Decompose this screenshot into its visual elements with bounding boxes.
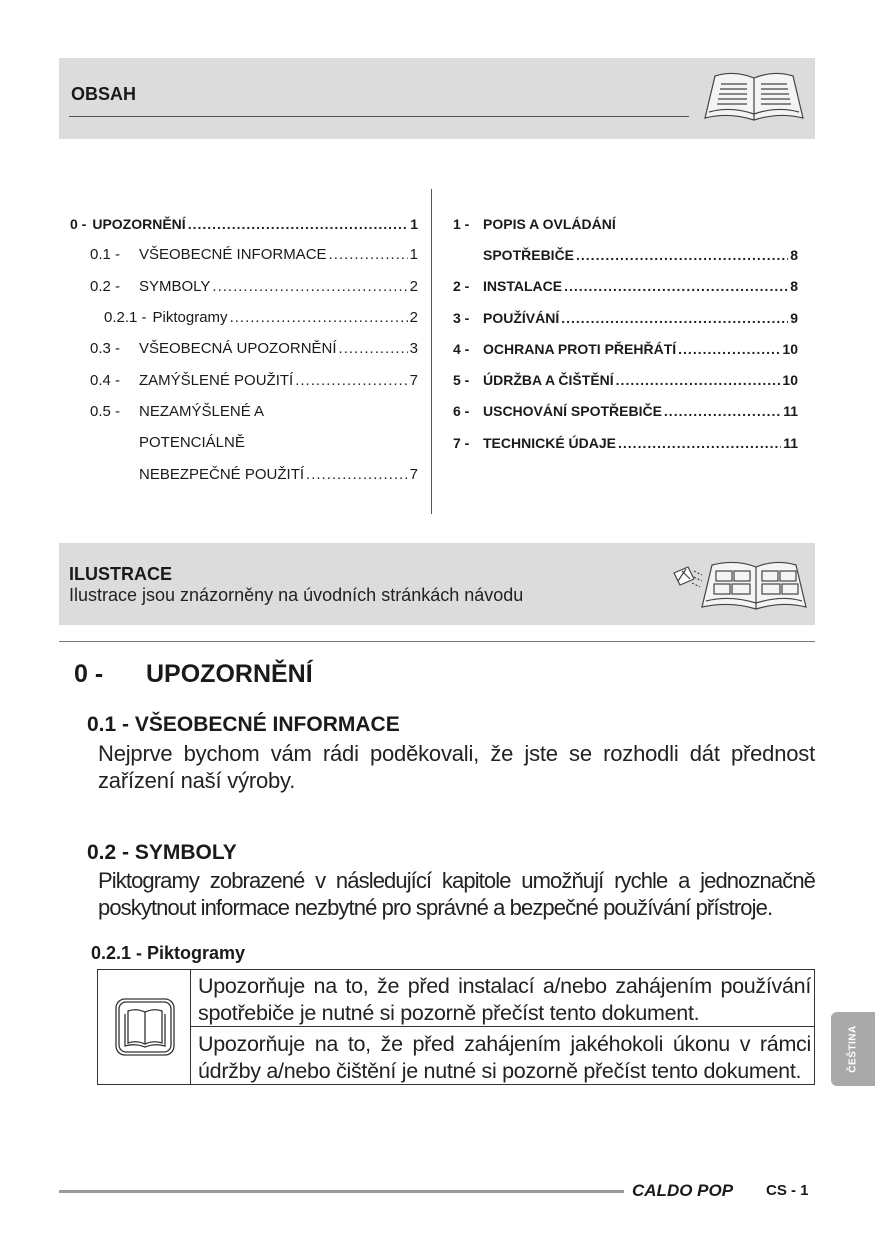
toc-entry-number: 0.4 - [90, 371, 121, 389]
toc-entry-number: 0.5 - [90, 402, 121, 420]
toc-entry-leader [664, 403, 781, 419]
toc-entry-leader [329, 246, 408, 263]
pictogram-desc-install: Upozorňuje na to, že před instalací a/nebo zahájením používání spotřebiče je nutné si pozorně přečíst tento dokument. [198, 974, 811, 1025]
toc-entry-label: ZAMÝŠLENÉ POUŽITÍ [139, 371, 294, 389]
toc-entry[interactable] [70, 208, 418, 239]
toc-entry[interactable] [453, 271, 798, 302]
language-tab-label: ČEŠTINA [847, 1025, 859, 1073]
section-divider [59, 641, 815, 642]
toc-entry-label: SYMBOLY [139, 277, 211, 295]
toc-entry-label: INSTALACE [483, 278, 563, 295]
toc-entry[interactable] [70, 364, 418, 395]
toc-entry-page: 3 [409, 340, 418, 358]
toc-entry[interactable] [453, 364, 798, 395]
toc-entry-leader [212, 278, 407, 295]
toc-entry-page: 8 [790, 278, 798, 295]
pictogram-table [97, 969, 815, 1085]
pictogram-row-divider [191, 1026, 814, 1027]
toc-entry[interactable] [453, 333, 798, 364]
toc-entry-leader [561, 310, 788, 326]
section-0-number: 0 - [74, 660, 104, 688]
toc-entry[interactable] [70, 458, 418, 489]
toc-entry[interactable] [453, 208, 798, 239]
toc-entry-number: 0.2 - [90, 277, 121, 295]
toc-entry-leader [618, 435, 781, 451]
language-tab [831, 1012, 875, 1086]
toc-entry-number: 3 - [453, 309, 470, 326]
toc-entry[interactable] [70, 302, 418, 333]
toc-entry-number: 0 - [70, 215, 87, 232]
toc-entry-number: 4 - [453, 340, 470, 357]
section-0-title: UPOZORNĚNÍ [146, 660, 313, 688]
footer-product-name: CALDO POP [632, 1181, 734, 1200]
toc-entry-page: 11 [783, 434, 798, 451]
toc-entry-page: 11 [783, 403, 798, 420]
toc-entry[interactable] [70, 396, 418, 427]
section-0-2-1-heading: 0.2.1 - Piktogramy [91, 943, 246, 963]
toc-entry-leader [230, 309, 408, 326]
toc-entry-number: 5 - [453, 372, 470, 389]
toc-entry-label: ÚDRŽBA A ČIŠTĚNÍ [483, 372, 614, 389]
section-0-heading [74, 660, 313, 689]
toc-entry-number: 7 - [453, 434, 470, 451]
footer-page-number: CS - 1 [766, 1182, 809, 1199]
toc-entry-page: 9 [790, 309, 798, 326]
pictogram-desc-maintenance: Upozorňuje na to, že před zahájením jakéhokoli úkonu v rámci údržby a/nebo čištění je nutné si pozorně přečíst tento dokument. [198, 1032, 811, 1083]
toc-entry-page: 8 [790, 246, 798, 263]
toc-entry-label: OCHRANA PROTI PŘEHŘÁTÍ [483, 340, 677, 357]
toc-entry-label: VŠEOBECNÉ INFORMACE [139, 246, 327, 264]
toc-entry[interactable] [453, 302, 798, 333]
open-book-icon [699, 68, 809, 124]
toc-entry-number: 0.2.1 - [104, 309, 147, 327]
toc-entry[interactable] [453, 427, 798, 458]
toc-entry-leader [295, 372, 407, 389]
toc-entry-leader [616, 372, 781, 388]
toc-entry-number: 6 - [453, 403, 470, 420]
toc-entry-page: 10 [782, 340, 798, 357]
toc-entry-leader [576, 247, 788, 263]
toc-entry-label: POUŽÍVÁNÍ [483, 309, 560, 326]
toc-entry-leader [339, 340, 408, 357]
section-0-2-heading: 0.2 - SYMBOLY [87, 841, 237, 864]
contents-title: OBSAH [71, 84, 137, 104]
contents-underline [69, 116, 689, 117]
toc-entry-leader [188, 216, 409, 232]
toc-right-column [453, 208, 798, 458]
section-0-1-text: Nejprve bychom vám rádi poděkovali, že jste se rozhodli dát přednost zařízení naší výroby. [98, 741, 815, 793]
toc-entry-page: 2 [409, 309, 418, 327]
toc-entry-label: Piktogramy [152, 309, 228, 327]
toc-entry-page: 10 [782, 372, 798, 389]
toc-entry-page: 1 [410, 215, 418, 232]
toc-entry-page: 7 [409, 465, 418, 483]
section-0-1-heading: 0.1 - VŠEOBECNÉ INFORMACE [87, 713, 400, 736]
contents-header-band [59, 58, 815, 139]
toc-entry-number: 0.3 - [90, 340, 121, 358]
toc-entry[interactable] [70, 333, 418, 364]
toc-left-column [70, 208, 418, 490]
toc-entry-label: SPOTŘEBIČE [483, 246, 575, 263]
toc-entry-number: 1 - [453, 215, 470, 232]
toc-entry-number: 0.1 - [90, 246, 121, 264]
pictogram-cell [98, 970, 191, 1084]
toc-entry-leader [306, 466, 408, 483]
illustrations-band [59, 543, 815, 625]
toc-entry-label: POTENCIÁLNĚ [139, 434, 245, 452]
toc-entry[interactable] [70, 427, 418, 458]
toc-column-divider [431, 189, 432, 514]
toc-entry-label: NEZAMÝŠLENÉ A [139, 402, 265, 420]
toc-entry[interactable] [453, 396, 798, 427]
toc-entry[interactable] [70, 271, 418, 302]
illustrations-note: Ilustrace jsou znázorněny na úvodních stránkách návodu [69, 585, 524, 605]
section-0-2-text: Piktogramy zobrazené v následující kapitole umožňují rychle a jednoznačně poskytnout informace nezbytné pro správné a bezpečné používání přístroje. [98, 868, 815, 920]
toc-entry[interactable] [70, 239, 418, 270]
toc-entry-page: 7 [409, 371, 418, 389]
toc-entry-number: 2 - [453, 278, 470, 295]
toc-entry-page: 1 [409, 246, 418, 264]
toc-entry-label: NEBEZPEČNÉ POUŽITÍ [139, 465, 305, 483]
toc-entry-label: VŠEOBECNÁ UPOZORNĚNÍ [139, 340, 337, 358]
toc-entry-label: USCHOVÁNÍ SPOTŘEBIČE [483, 403, 662, 420]
toc-entry[interactable] [453, 239, 798, 270]
toc-entry-leader [678, 341, 780, 357]
illustrated-book-icon [664, 557, 814, 613]
manual-pictogram-icon [114, 997, 176, 1057]
toc-entry-leader [564, 278, 788, 294]
toc-entry-page: 2 [409, 277, 418, 295]
footer-rule [59, 1190, 624, 1193]
toc-entry-label: UPOZORNĚNÍ [92, 215, 186, 232]
illustrations-title: ILUSTRACE [69, 564, 172, 584]
toc-entry-label: POPIS A OVLÁDÁNÍ [483, 215, 616, 232]
toc-entry-label: TECHNICKÉ ÚDAJE [483, 434, 617, 451]
